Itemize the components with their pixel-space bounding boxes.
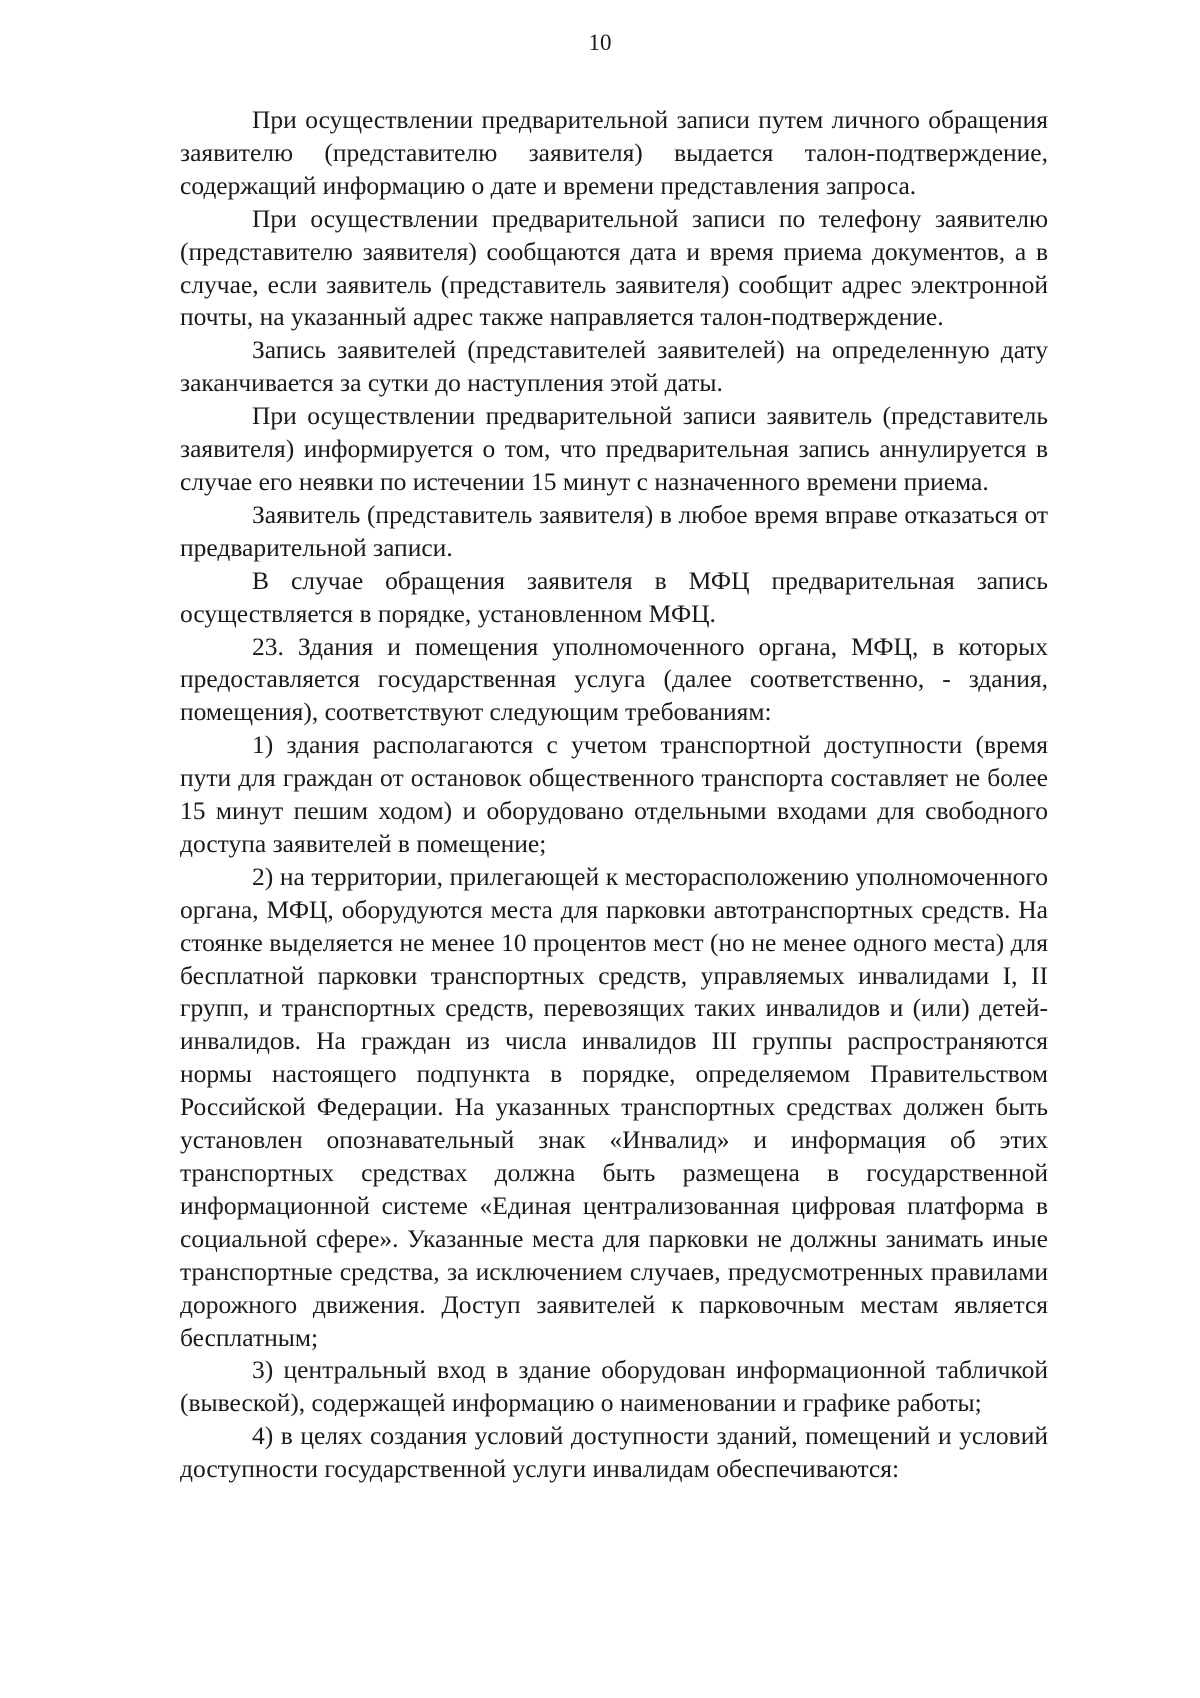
paragraph-appointment-deadline: Запись заявителей (представителей заявителей) на определенную дату заканчивается за сутки до наступления этой даты.: [180, 335, 1048, 398]
paragraph-appointment-refusal: Заявитель (представитель заявителя) в любое время вправе отказаться от предварительной записи.: [180, 499, 1048, 562]
paragraph-appointment-in-person: При осуществлении предварительной записи путем личного обращения заявителю (представителю заявителя) выдается талон-подтверждение, содержащий информацию о дате и времени представления запроса.: [180, 105, 1048, 200]
list-item-1: 1) здания располагаются с учетом транспортной доступности (время пути для граждан от остановок общественного транспорта составляет не более 15 минут пешим ходом) и оборудовано отдельными входами для свободного доступа заявителей в помещение;: [180, 730, 1048, 858]
paragraph-appointment-cancellation: При осуществлении предварительной записи заявитель (представитель заявителя) информируется о том, что предварительная запись аннулируется в случае его неявки по истечении 15 минут с назначенного времени приема.: [180, 401, 1048, 496]
document-body: [180, 104, 1048, 1486]
page-number: 10: [588, 30, 612, 55]
list-item-4: 4) в целях создания условий доступности зданий, помещений и условий доступности государственной услуги инвалидам обеспечиваются:: [180, 1421, 1048, 1484]
list-item-3: 3) центральный вход в здание оборудован информационной табличкой (вывеской), содержащей информацию о наименовании и графике работы;: [180, 1355, 1048, 1418]
list-item-2: 2) на территории, прилегающей к месторасположению уполномоченного органа, МФЦ, оборудуются места для парковки автотранспортных средств. На стоянке выделяется не менее 10 процентов мест (но не менее одного места) для бесплатной парковки транспортных средств, управляемых инвалидами I, II групп, и транспортных средств, перевозящих таких инвалидов и (или) детей-инвалидов. На граждан из числа инвалидов III группы распространяются нормы настоящего подпункта в порядке, определяемом Правительством Российской Федерации. На указанных транспортных средствах должен быть установлен опознавательный знак «Инвалид» и информация об этих транспортных средствах должна быть размещена в государственной информационной системе «Единая централизованная цифровая платформа в социальной сфере». Указанные места для парковки не должны занимать иные транспортные средства, за исключением случаев, предусмотренных правилами дорожного движения. Доступ заявителей к парковочным местам является бесплатным;: [180, 861, 1048, 1352]
paragraph-mfc-appointment: В случае обращения заявителя в МФЦ предварительная запись осуществляется в порядке, установленном МФЦ.: [180, 565, 1048, 628]
paragraph-item-23: 23. Здания и помещения уполномоченного органа, МФЦ, в которых предоставляется государственная услуга (далее соответственно, - здания, помещения), соответствуют следующим требованиям:: [180, 631, 1048, 727]
paragraph-appointment-by-phone: При осуществлении предварительной записи по телефону заявителю (представителю заявителя) сообщаются дата и время приема документов, а в случае, если заявитель (представитель заявителя) сообщит адрес электронной почты, на указанный адрес также направляется талон-подтверждение.: [180, 203, 1048, 332]
